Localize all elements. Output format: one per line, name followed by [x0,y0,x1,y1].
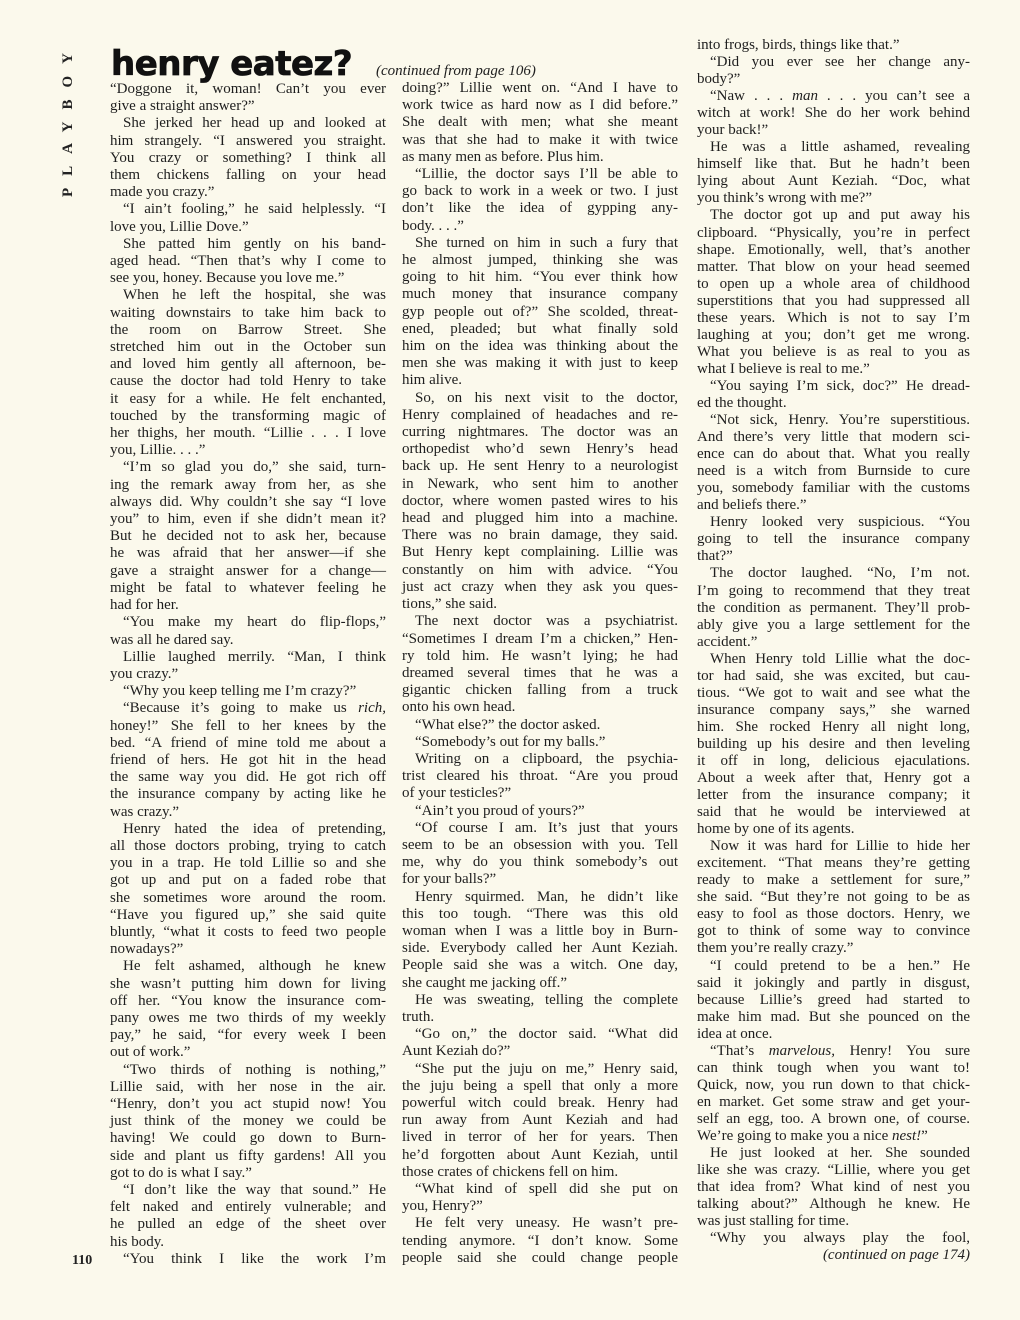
text-line: onto his own head. [402,699,516,716]
text-line: When he left the hospital, she was [123,287,386,304]
text-line: “Two thirds of nothing is nothing,” [123,1061,386,1078]
text-line: he was afraid that her answer—if she [110,545,386,562]
article-title: henry eatez? [111,44,353,84]
text-line: out of work.” [110,1044,191,1061]
text-line: had for her. [110,597,179,614]
text-line: ing the remark away from her, as she [110,476,386,493]
paragraph [402,1026,678,1060]
text-line: “I’m so glad you do,” she said, turn- [123,459,386,476]
text-line: orthopedist who’d sewn Henry’s head [402,441,678,458]
column-text [110,81,386,1268]
text-line: tious. “We got to wait and see what the [697,684,970,701]
text-line: the same way you did. He got rich off [110,769,386,786]
text-segment: “That’s [710,1042,769,1059]
text-line: superstitions that you had suppressed all [697,292,970,309]
text-line: people said she could change people [402,1249,678,1266]
text-line: off her. “You know the insurance com- [110,992,386,1009]
text-line: just act crazy when they ask you ques- [402,578,678,595]
paragraph [697,378,970,412]
text-line: them chickens falling on your head [110,167,386,184]
text-line: tending anymore. “I don’t know. Some [402,1232,678,1249]
paragraph [697,54,970,88]
paragraph [402,235,678,390]
paragraph [697,37,970,54]
text-line: him. She rocked Henry all night long, [697,718,970,735]
text-line: felt naked and entirely vulnerable; and [110,1199,386,1216]
paragraph [110,201,386,235]
text-line: touched by the transforming magic of [110,407,386,424]
text-line: them you’re really crazy.” [697,940,854,957]
text-line: give a straight answer?” [110,98,255,115]
text-line: need is a witch from Burnside to cure [697,463,970,480]
paragraph [697,838,970,957]
text-line: said that he would be interviewed at [697,804,970,821]
text-line: ably give you a large settlement for the [697,616,970,633]
text-line: She jerked her head up and looked at [123,115,386,132]
italic-text: marvelous, [768,1042,835,1059]
text-line: always did. Why couldn’t she say “I love [110,493,386,510]
text-line: got to think of some way to convince [697,923,970,940]
text-line: He was a little ashamed, revealing [710,139,970,156]
paragraph [697,1043,970,1145]
text-line: waiting downstairs to take him back to [110,304,386,321]
paragraph [402,717,678,734]
text-line: side. Everybody called her Aunt Keziah. [402,940,678,957]
text-line: because Lillie’s greed had started to [697,991,970,1008]
text-line: and loved him gently all afternoon, be- [110,356,386,373]
paragraph [110,821,386,959]
text-line: Quick, now, you run down to that chick- [697,1076,970,1093]
text-line: was crazy.” [110,803,179,820]
text-line [697,1128,970,1145]
text-line: he’d forgotten about Aunt Keziah, until [402,1146,678,1163]
text-line: building up his desire and then leveling [697,735,970,752]
text-line: dreamed several times that he was a [402,664,678,681]
text-line: her thighs, her mouth. “Lillie . . . I love [110,425,386,442]
text-line: all those doctors probing, trying to catch [110,837,386,854]
text-line: “Henry, don’t you act stupid now! You [110,1095,386,1112]
text-line: He felt very uneasy. He wasn’t pre- [415,1215,678,1232]
text-line: Henry complained of headaches and re- [402,406,678,423]
text-line: gyp people out of?” She scolded, threat- [402,303,678,320]
text-line: There was no brain damage, they said. [402,527,678,544]
text-line: Henry squirmed. Man, he didn’t like [415,888,678,905]
text-line: and beliefs there.” [697,497,807,514]
text-line: Henry looked very suspicious. “You [710,514,970,531]
text-line: like she was crazy. “Lillie, where you get [697,1162,970,1179]
text-line: you think’s wrong with me?” [697,190,872,207]
text-line: much money that insurance company [402,286,678,303]
text-line: aged head. “Then that’s why I come to [110,253,386,270]
italic-text: man [792,88,818,105]
paragraph [402,734,678,751]
text-line: this too tough. “There was this old [402,905,678,922]
text-line: was all he dared say. [110,631,234,648]
text-line: Henry hated the idea of pretending, [123,820,386,837]
paragraph [110,649,386,683]
text-line: ence can do about that. What you really [697,446,970,463]
paragraph [402,1181,678,1215]
text-line: him on the idea was thinking about the [402,338,678,355]
column-text [402,80,678,1267]
text-line: got to do is what I say.” [110,1164,252,1181]
text-line: “Of course I am. It’s just that yours [415,819,678,836]
text-line: it off in long, delicious ejaculations. [697,752,970,769]
paragraph [697,412,970,514]
text-line: he almost jumped, thinking she was [402,252,678,269]
text-line: You crazy or something? I think all [110,149,386,166]
text-column-1 [110,81,386,1268]
text-line: himself like that. But he hadn’t been [697,156,970,173]
text-line: make him mad. But she pounced on the [697,1008,970,1025]
paragraph [697,88,970,139]
text-line [110,700,386,717]
text-line: self an egg, too. A brown one, of course. [697,1110,970,1127]
text-line: got up and put on a faded robe that [110,872,386,889]
text-line: talking about?” Although he knew. He [697,1196,970,1213]
paragraph [402,889,678,992]
text-line: men she was making it with just to keep [402,355,678,372]
continued-on-note: (continued on page 174) [822,1247,970,1264]
text-line: these years. Which is not to say I’m [697,309,970,326]
paragraph [697,207,970,377]
text-line: his body. [110,1233,165,1250]
text-line: insurance company says,” she warned [697,701,970,718]
text-line: you, Henry?” [402,1198,483,1215]
paragraph [110,958,386,1061]
text-line: He felt ashamed, although he knew [123,958,386,975]
text-line: for your balls?” [402,871,497,888]
text-line: I’m going to recommend that they treat [697,582,970,599]
page-number: 110 [72,1253,93,1268]
paragraph [697,958,970,1043]
text-line: “Not sick, Henry. You’re superstitious. [710,412,970,429]
text-line: honey!” She fell to her knees by the [110,717,386,734]
text-segment: “Naw . . . [710,88,793,105]
text-line: About a week after that, Henry got a [697,770,970,787]
text-line: your back!” [697,122,769,139]
text-line: truth. [402,1008,435,1025]
text-line: He was sweating, telling the complete [415,991,678,1008]
text-line [697,88,970,105]
text-line: She dealt with men; what she meant [402,114,678,131]
text-line: Now it was hard for Lillie to hide her [710,838,970,855]
text-line: ready to make a settlement for sure,” [697,872,970,889]
text-line: “What kind of spell did she put on [415,1181,678,1197]
text-line: “You saying I’m sick, doc?” He dread- [710,377,970,394]
text-segment: We’re going to make you a nice [697,1128,892,1144]
text-line: might be fatal to whatever feeling he [110,579,386,596]
text-line: en market. Get some straw and get your- [697,1093,970,1110]
text-line: love you, Lillie Dove.” [110,218,249,235]
text-line: easy to fool as those doctors. Henry, we [697,906,970,923]
text-line: tor had said, she was excited, but cau- [697,667,970,684]
text-line: shape. Emotionally, well, that’s another [697,241,970,258]
paragraph [110,236,386,288]
text-line: woman when I was a little boy in Burn- [402,922,678,939]
text-line: clipboard. “Physically, you’re in perfect [697,224,970,241]
text-line: “Doggone it, woman! Can’t you ever [110,81,386,97]
text-line: work twice as hard now as I did before.” [402,97,678,114]
text-line: “Lillie, the doctor says I’ll be able to [415,166,678,183]
text-line: powerful witch could break. Henry had [402,1094,678,1111]
text-line: the juju being a spell that only a more [402,1077,678,1094]
paragraph [402,390,678,614]
text-column-3 [697,37,970,1264]
text-segment: ” [921,1128,928,1144]
text-line: pany owes me two thirds of my weekly [110,1009,386,1026]
text-line: “Ain’t you proud of yours?” [415,802,585,819]
paragraph [697,1145,970,1230]
italic-text: nest! [891,1128,922,1144]
text-line: “What else?” the doctor asked. [415,716,601,733]
text-segment: “Because it’s going to make us [123,700,359,717]
text-line: in Newark, who sent him to another [402,475,678,492]
text-line: “Somebody’s out for my balls.” [415,733,606,750]
text-line: she said. “But they’re not going to be as [697,889,970,906]
paragraph [697,139,970,207]
text-line: constantly on him with advice. “You [402,561,678,578]
text-line: She patted him gently on his band- [123,235,386,252]
text-line: gigantic chicken falling from a truck [402,682,678,699]
text-segment: Henry! You sure [835,1042,971,1059]
text-line [697,1043,970,1060]
paragraph [697,565,970,650]
text-line: laughing at you; don’t get me wrong. [697,326,970,343]
text-line: nowadays?” [110,941,184,958]
text-line: ry told him. He wasn’t lying; he had [402,647,678,664]
text-line: “Have you figured up,” she said quite [110,906,386,923]
continued-from-note: (continued from page 106) [376,63,536,79]
text-line: “Go on,” the doctor said. “What did [415,1026,678,1043]
text-line: idea at once. [697,1025,773,1042]
text-line: side and plant us fifty gardens! All you [110,1147,386,1164]
text-line: “I don’t like the way that sound.” He [123,1182,386,1198]
text-line: doctor, where women pasted wires to his [402,492,678,509]
text-line: The doctor got up and put away his [710,207,970,224]
text-line: was that she had to make it with twice [402,131,678,148]
paragraph [402,80,678,166]
text-line: said it jokingly and partly in disgust, [697,974,970,991]
text-line: But he decided not to ask her, because [110,528,386,545]
text-line: seem to be an obsession with you. Tell [402,836,678,853]
text-line: home by one of its agents. [697,821,855,838]
text-line: those crates of chickens fell on him. [402,1163,619,1180]
paragraph [110,1062,386,1182]
text-line: People said she was a witch. One day, [402,957,678,974]
text-line: The next doctor was a psychiatrist. [415,613,678,630]
paragraph [402,803,678,820]
column-text [697,37,970,1247]
text-line: back up. He sent Henry to a neurologist [402,458,678,475]
paragraph [697,651,970,839]
text-line: as many men as before. Plus him. [402,148,604,165]
text-line: accident.” [697,633,758,650]
text-line: “Sometimes I dream I’m a chicken,” Hen- [402,630,678,647]
text-line: head and plugged him into a machine. [402,510,678,527]
text-line: ed the thought. [697,394,787,411]
text-line: can think tough when you want to! [697,1059,970,1076]
paragraph [697,514,970,565]
paragraph [402,166,678,235]
text-line: what I believe is real to me.” [697,360,870,377]
text-line: The doctor laughed. “No, I’m not. [710,565,970,582]
text-line: bed. “A friend of mine told me about a [110,734,386,751]
text-line: witch at work! She do her work behind [697,105,970,122]
text-line: going to hit him. “You ever think how [402,269,678,286]
paragraph [110,1251,386,1268]
text-line: lived in terror of her for years. Then [402,1129,678,1146]
text-line: matter. That blow on your head seemed [697,258,970,275]
text-line: tions,” she said. [402,596,497,613]
text-line: she sometimes wore around the room. [110,889,386,906]
paragraph [110,614,386,648]
text-line: gave a straight answer for a change— [110,562,386,579]
text-line: When Henry told Lillie what the doc- [710,650,970,667]
text-line: made you crazy.” [110,184,215,201]
magazine-name-vertical: PLAYBOY [60,41,76,197]
text-line: Lillie laughed merrily. “Man, I think [123,648,386,665]
text-line: He just looked at her. She sounded [710,1145,970,1162]
text-line: “She put the juju on me,” Henry said, [415,1060,678,1077]
text-line: Aunt Keziah do?” [402,1043,511,1060]
text-line: “Why you always play the fool, [710,1230,970,1247]
text-line: She turned on him in such a fury that [415,234,678,251]
text-line: ened, pleaded; but what finally sold [402,320,678,337]
text-line: “I could pretend to be a hen.” He [710,957,970,974]
text-line: bluntly, “what it costs to feed two people [110,923,386,940]
text-line: you, Lillie. . . .” [110,442,206,459]
text-line: don’t like the idea of gypping any- [402,200,678,217]
italic-text: rich, [358,700,386,717]
paragraph [110,1182,386,1251]
paragraph [697,1230,970,1247]
paragraph [110,115,386,201]
text-line: excitement. “That means they’re getting [697,855,970,872]
text-line: “Did you ever see her change any- [710,54,970,71]
text-line: that idea from? What kind of nest you [697,1179,970,1196]
paragraph [402,1215,678,1267]
text-line: was just stalling for time. [697,1213,850,1230]
text-line: you crazy.” [110,665,179,682]
text-column-2 [402,80,678,1267]
text-line: you” to him, even if she didn’t mean it? [110,511,386,528]
text-line: into frogs, birds, things like that.” [697,37,900,53]
text-line: the insurance company by acting like he [110,786,386,803]
paragraph [110,459,386,614]
text-line: “I ain’t fooling,” he said helplessly. “I [123,201,386,218]
text-line: trist cleared his throat. “Are you proud [402,768,678,785]
text-line: just think of the money we could be [110,1113,386,1130]
text-segment: . . . you can’t see a [817,88,970,105]
text-line: Lillie said, with her nose in the air. [110,1078,386,1095]
text-line: him strangely. “I answered you straight. [110,132,386,149]
text-line: he pulled an edge of the sheet over [110,1216,386,1233]
text-line: What you believe is as real to you as [697,343,970,360]
paragraph [402,1061,678,1181]
text-line: it easy for a while. He felt enchanted, [110,390,386,407]
paragraph [402,820,678,889]
text-line: pay,” he said, “for every week I been [110,1027,386,1044]
text-line: the room on Barrow Street. She [110,321,386,338]
text-line: “You think I like the work I’m [123,1250,386,1267]
text-line: that?” [697,548,733,565]
text-line: Writing on a clipboard, the psychia- [415,750,678,767]
text-line: having! We could go down to Burn- [110,1130,386,1147]
paragraph [110,81,386,115]
text-line: doing?” Lillie went on. “And I have to [402,80,678,96]
text-line: go back to work in a week or two. I just [402,183,678,200]
text-line: friend of hers. He got hit in the head [110,751,386,768]
text-line: going to tell the insurance company [697,531,970,548]
text-line: of your testicles?” [402,785,512,802]
text-line: letter from the insurance company; it [697,787,970,804]
text-line: him alive. [402,372,462,389]
text-line: the condition as permanent. They’ll prob- [697,599,970,616]
paragraph [110,700,386,820]
text-line: lying about Aunt Keziah. “Doc, what [697,173,970,190]
paragraph [402,992,678,1026]
text-line: But Henry kept complaining. Lillie was [402,544,678,561]
text-line: to open up a whole area of childhood [697,275,970,292]
paragraph [110,287,386,459]
paragraph [402,613,678,716]
text-line: “You make my heart do flip-flops,” [123,614,386,631]
text-line: cause the doctor had told Henry to take [110,373,386,390]
text-line: you, somebody familiar with the customs [697,480,970,497]
text-line: stretched him out in the October sun [110,339,386,356]
text-line: she wasn’t putting him down for living [110,975,386,992]
paragraph [110,683,386,700]
paragraph [402,751,678,803]
text-line: body. . . .” [402,217,464,234]
text-line: So, on his next visit to the doctor, [415,389,678,406]
text-line: me, why do you think somebody’s out [402,854,678,871]
text-line: run away from Aunt Keziah and had [402,1112,678,1129]
text-line: And there’s very little that modern sci- [697,429,970,446]
text-line: you in a trap. He told Lillie so and she [110,855,386,872]
text-line: see you, honey. Because you love me.” [110,270,345,287]
text-line: curring nightmares. The doctor was an [402,424,678,441]
text-line: she caught me jacking off.” [402,974,568,991]
text-line: “Why you keep telling me I’m crazy?” [123,683,357,700]
text-line: body?” [697,71,741,88]
